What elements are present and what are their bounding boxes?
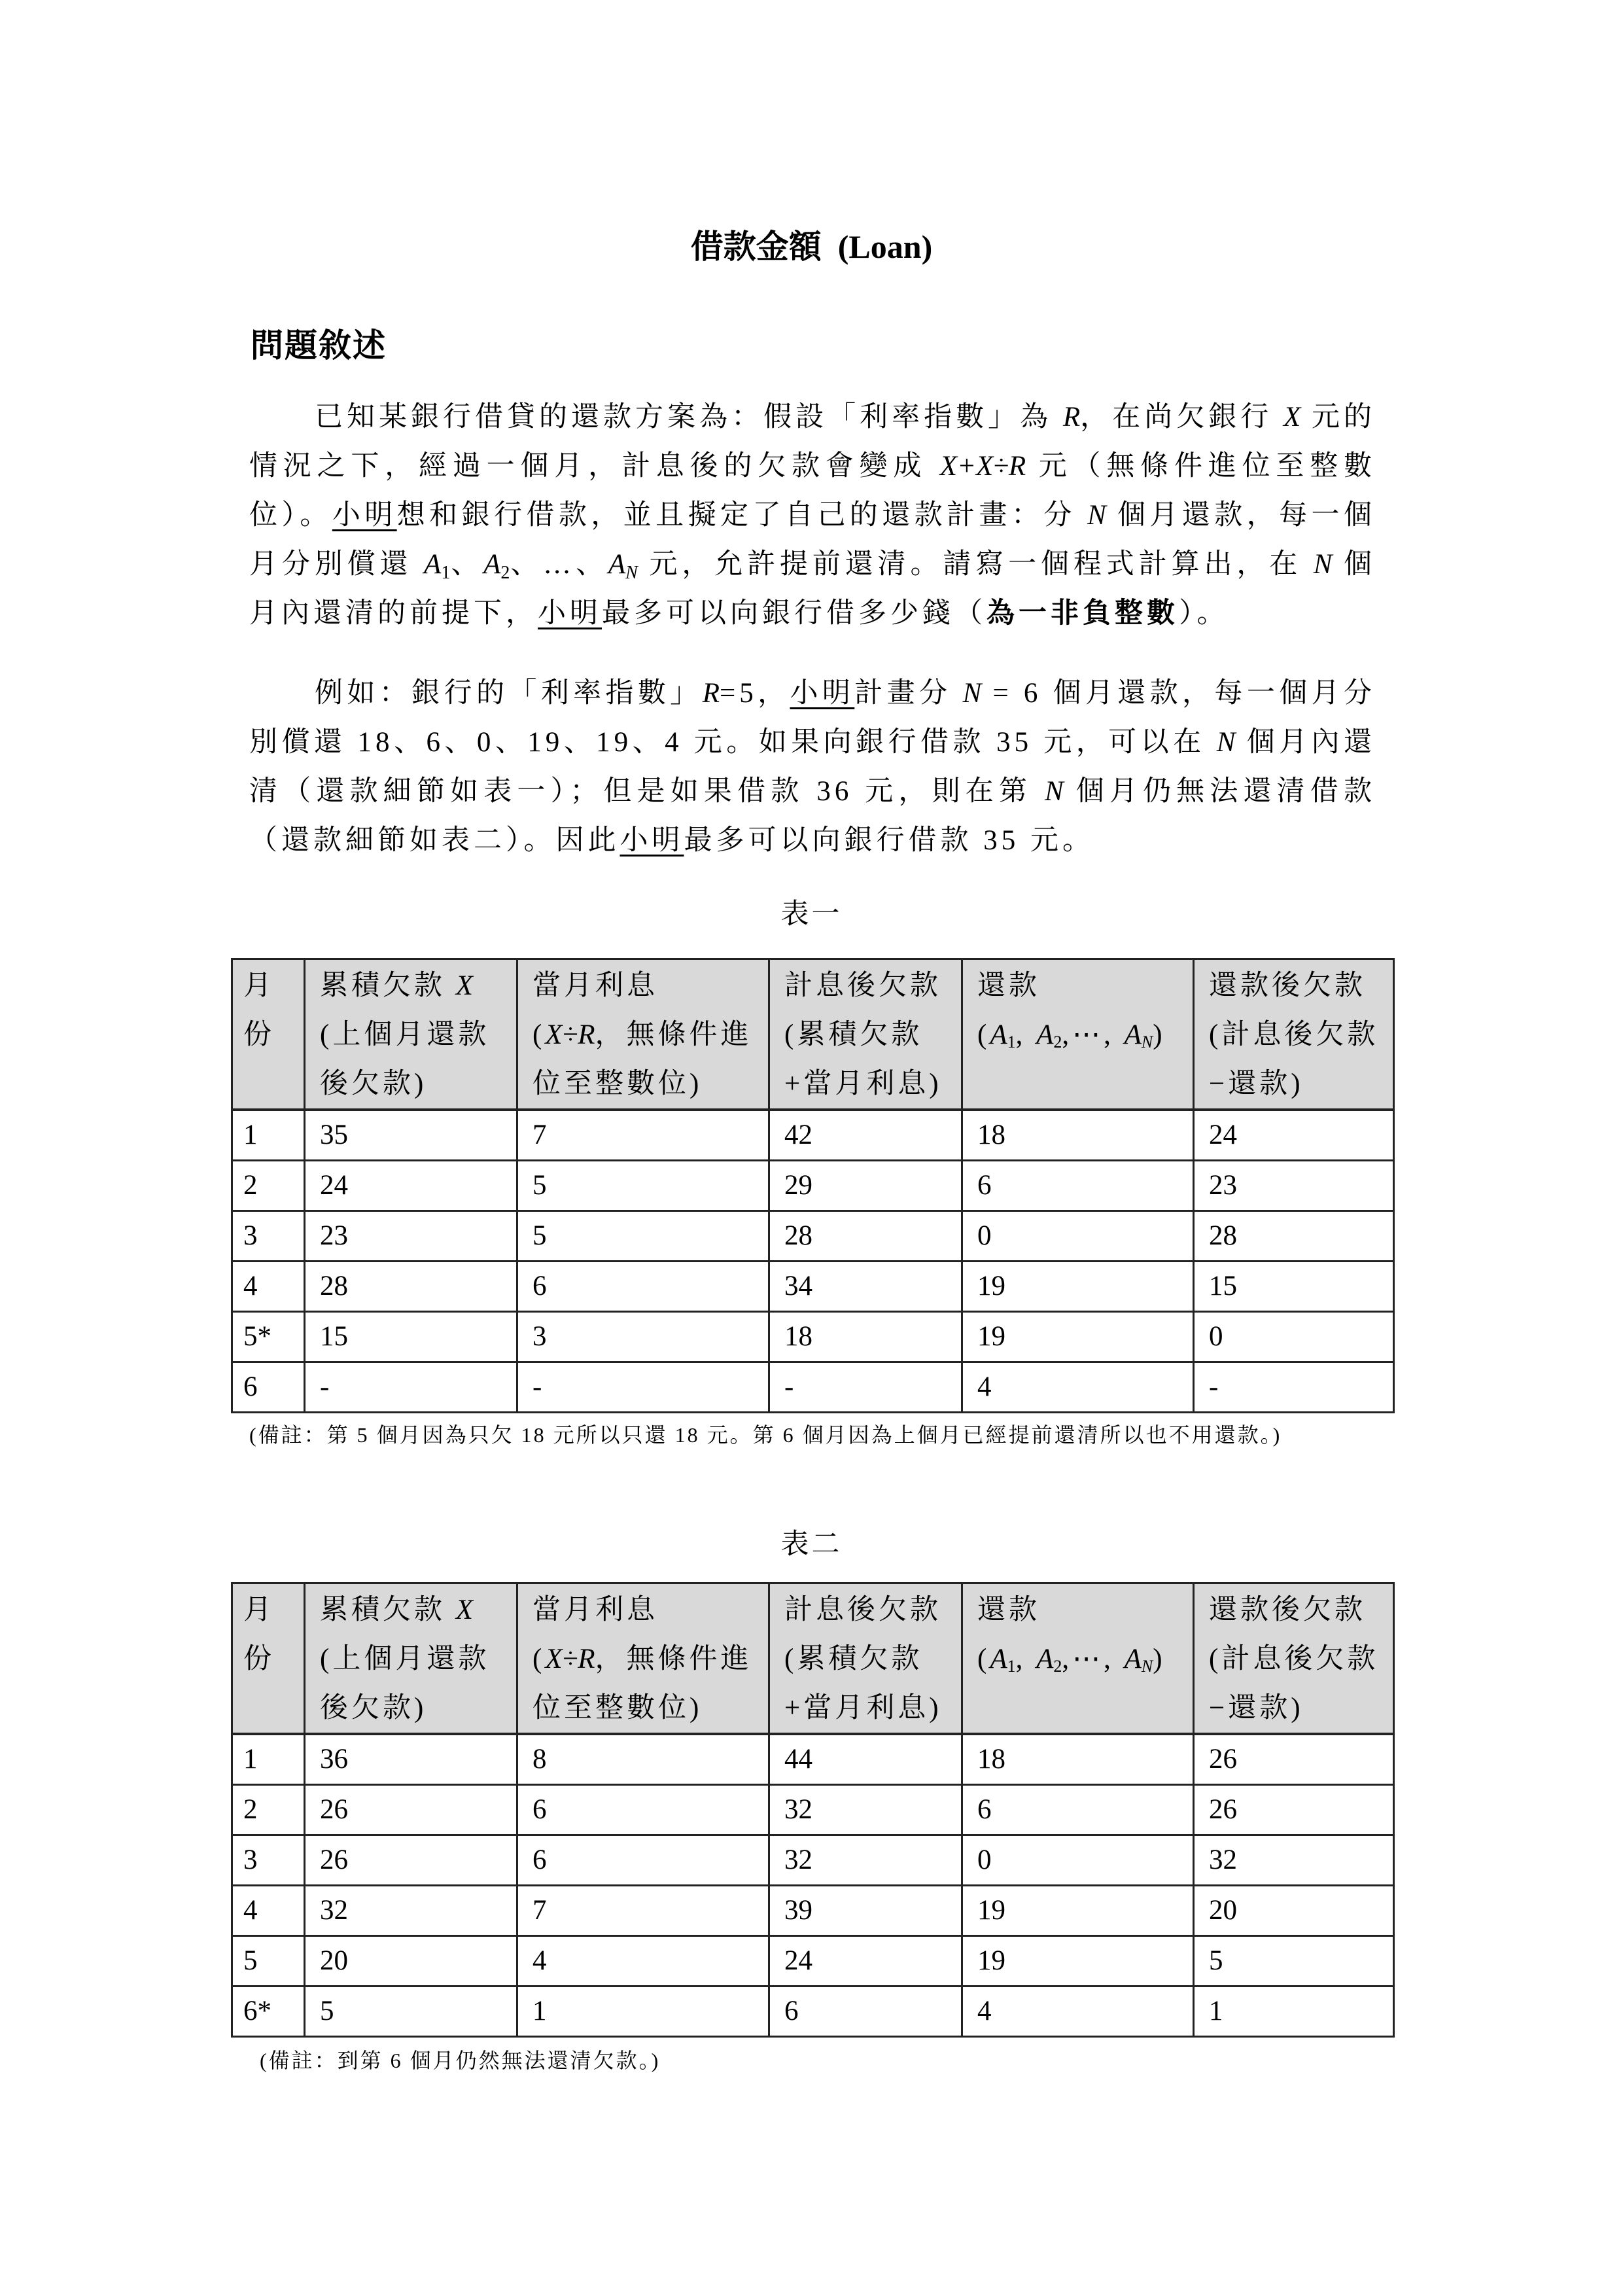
header-month: 月份 [232,959,305,1110]
header-month: 月份 [232,1583,305,1735]
header-accumulated-debt: 累積欠款 X (上個月還款後欠款) [305,1583,517,1735]
header-debt-after-interest: 計息後欠款(累積欠款+當月利息) [769,1583,962,1735]
header-repayment: 還款 ($A_1$, $A_2,\cdots$, $A_N$) [962,959,1194,1110]
emphasis-nonnegative-integer: 為一非負整數 [986,598,1179,629]
table-header-row [232,959,1394,1110]
table-row: 1 36 8 44 18 26 [232,1734,1394,1785]
table-row: 6 - - - 4 - [232,1362,1394,1413]
table-row: 5 20 4 24 19 5 [232,1936,1394,1987]
table-row: 3 26 6 32 0 32 [232,1835,1394,1886]
paragraph-problem-statement: 已知某銀行借貸的還款方案為：假設「利率指數」為 R，在尚欠銀行 X 元的情況之下，經過一個月，計息後的欠款會變成 X+X÷R 元（無條件進位至整數位）。小明想和銀行借款，並且擬定了自己的還款計畫：分 N 個月還款，每一個月分別償還 $A_1$、$A_2$、…、$A_N$ 元，允許提前還清。請寫一個程式計算出，在 N 個月內還清的前提下，小明最多可以向銀行借多少錢（為一非負整數）。 [249,402,1376,629]
table2-caption: 表二 [780,1529,843,1560]
table-row: 6* 5 1 6 4 1 [232,1987,1394,2037]
table-row: 3 23 5 28 0 28 [232,1211,1394,1262]
header-accumulated-debt: 累積欠款 X (上個月還款後欠款) [305,959,517,1110]
table-row: 2 24 5 29 6 23 [232,1161,1394,1211]
table-row: 2 26 6 32 6 26 [232,1785,1394,1835]
table-row: 4 28 6 34 19 15 [232,1262,1394,1312]
name-xiaoming: 小明 [790,678,855,709]
header-repayment: 還款 ($A_1$, $A_2,\cdots$, $A_N$) [962,1583,1194,1735]
name-xiaoming: 小明 [620,825,684,856]
table-header-row [232,1583,1394,1735]
table1-caption: 表一 [780,899,843,930]
table-row: 4 32 7 39 19 20 [232,1886,1394,1936]
name-xiaoming: 小明 [538,598,602,629]
header-monthly-interest: 當月利息 (X÷R，無條件進位至整數位) [517,1583,769,1735]
table-row: 1 35 7 42 18 24 [232,1110,1394,1161]
header-monthly-interest: 當月利息 (X÷R，無條件進位至整數位) [517,959,769,1110]
paragraph-example: 例如：銀行的「利率指數」R=5，小明計畫分 N = 6 個月還款，每一個月分別償還 18、6、0、19、19、4 元。如果向銀行借款 35 元，可以在 N 個月內還清（還款細節如表一）；但是如果借款 36 元，則在第 N 個月仍無法還清借款（還款細節如表二）。因此小明最多可以向銀行借款 35 元。 [249,678,1376,856]
page-title: 借款金額 (Loan) [690,228,933,265]
header-debt-after-repayment: 還款後欠款(計息後欠款−還款) [1194,1583,1394,1735]
header-debt-after-repayment: 還款後欠款(計息後欠款−還款) [1194,959,1394,1110]
table-row: 5* 15 3 18 19 0 [232,1312,1394,1362]
table2-repayment-details [231,1582,1395,2038]
name-xiaoming: 小明 [332,500,397,531]
table2-note: (備註：到第 6 個月仍然無法還清欠款。) [260,2049,661,2072]
section-heading-problem-description: 問題敘述 [251,327,387,364]
formula: X+X÷R [939,451,1026,482]
table1-note: (備註：第 5 個月因為只欠 18 元所以只還 18 元。第 6 個月因為上個月已經提前還清所以也不用還款。) [249,1423,1282,1447]
header-debt-after-interest: 計息後欠款(累積欠款+當月利息) [769,959,962,1110]
table1-repayment-details [231,958,1395,1413]
